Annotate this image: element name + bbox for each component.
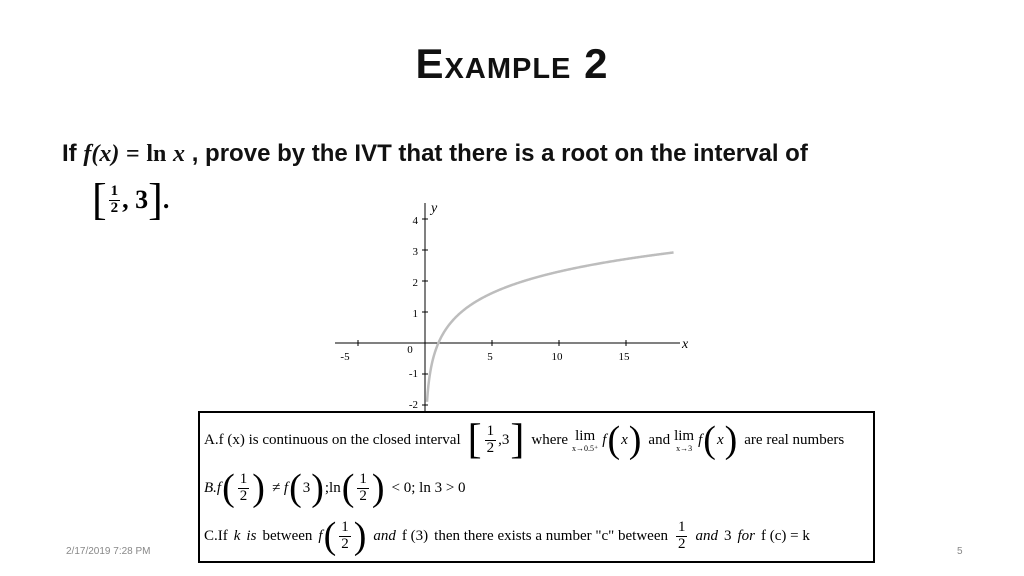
- where-text: where: [531, 431, 569, 448]
- fraction-denominator: 2: [341, 535, 349, 552]
- f-symbol: f: [602, 431, 607, 448]
- k-symbol: k: [233, 527, 241, 544]
- answer-choices-box: [198, 411, 875, 563]
- f-symbol: f: [318, 527, 323, 544]
- right-paren: ): [628, 419, 642, 461]
- period: .: [162, 185, 170, 214]
- interval: [92, 175, 170, 224]
- right-paren: ): [353, 515, 367, 557]
- left-bracket: [: [92, 175, 107, 224]
- ln-graph: [330, 198, 710, 413]
- for-text: for: [737, 527, 755, 544]
- f-of-c-equals-k: f (c) = k: [761, 527, 810, 544]
- x-tick-label: 5: [487, 351, 493, 363]
- y-tick-label: 4: [412, 215, 418, 227]
- choice-a-tail: are real numbers: [744, 431, 845, 448]
- problem-statement: [62, 140, 962, 168]
- choice-a-text: A.f (x) is continuous on the closed interval: [204, 431, 461, 448]
- y-axis-label: y: [431, 201, 438, 216]
- right-bracket: ]: [510, 417, 525, 463]
- function-notation: f(x): [83, 141, 120, 167]
- fraction-denominator: 2: [486, 439, 495, 456]
- fraction: [676, 520, 688, 553]
- lim-text: lim: [674, 427, 695, 444]
- three: 3: [302, 479, 311, 496]
- x-tick-label: 0: [407, 344, 413, 356]
- left-paren: (: [289, 467, 302, 509]
- then-text: then there exists a number "c" between: [434, 527, 668, 544]
- y-tick-label: 1: [412, 308, 418, 320]
- right-paren: ): [252, 467, 265, 509]
- right-paren: ): [724, 419, 738, 461]
- and-text: and: [695, 527, 718, 544]
- page-number: 5: [957, 546, 963, 557]
- x-symbol: x: [621, 431, 628, 448]
- three: 3: [723, 527, 732, 544]
- fraction-denominator: 2: [239, 487, 248, 504]
- fraction-denominator: 2: [359, 487, 367, 504]
- and-text: and: [648, 431, 671, 448]
- fraction: [238, 472, 250, 505]
- choice-c-lead: C.If: [204, 527, 228, 544]
- fraction-numerator: 1: [486, 422, 495, 439]
- answer-choices-content: [200, 413, 873, 561]
- choice-b-lead: B.f: [204, 479, 222, 496]
- y-tick-label: -2: [408, 399, 418, 411]
- fraction-numerator: 1: [110, 182, 119, 199]
- left-paren: (: [703, 419, 716, 461]
- fraction-denominator: 2: [677, 535, 686, 552]
- equals-sign: =: [126, 141, 140, 167]
- footer-date: 2/17/2019 7:28 PM: [66, 546, 151, 557]
- left-bracket: [: [467, 417, 482, 463]
- variable-x: x: [173, 141, 186, 167]
- not-equal-f: ≠ f: [271, 479, 289, 496]
- choice-c: [204, 517, 810, 555]
- left-paren: (: [222, 467, 235, 509]
- y-tick-label: 2: [412, 277, 418, 289]
- fraction: [339, 520, 351, 553]
- x-tick-label: -5: [340, 351, 350, 363]
- ln-curve: [427, 252, 674, 401]
- x-axis-label: x: [682, 337, 689, 352]
- f-symbol: f: [698, 431, 703, 448]
- fraction: [357, 472, 369, 505]
- left-paren: (: [323, 515, 337, 557]
- fraction-denominator: 2: [110, 199, 119, 216]
- right-paren: ): [311, 467, 324, 509]
- fraction-numerator: 1: [239, 470, 248, 487]
- between-text: between: [262, 527, 313, 544]
- problem-rest: , prove by the IVT that there is a root on the interval of: [191, 140, 808, 167]
- f-of-3: f (3): [401, 527, 429, 544]
- fraction-numerator: 1: [359, 470, 367, 487]
- x-tick-label: 15: [618, 351, 630, 363]
- lim-subscript: x→0.5⁺: [572, 443, 599, 453]
- lim-subscript: x→3: [676, 443, 693, 453]
- fraction-numerator: 1: [341, 518, 349, 535]
- y-tick-label: -1: [408, 368, 418, 380]
- is-text: is: [246, 527, 257, 544]
- ln-operator: ln: [146, 141, 167, 167]
- right-paren: ): [371, 467, 385, 509]
- fraction-numerator: 1: [677, 518, 686, 535]
- y-tick-label: 3: [412, 246, 418, 258]
- right-bracket: ]: [148, 175, 163, 224]
- limit-1: [572, 428, 598, 453]
- ln-text: ;ln: [324, 479, 341, 496]
- limit-2: [674, 428, 694, 453]
- fraction: [485, 424, 497, 457]
- lim-text: lim: [575, 427, 596, 444]
- interval-end: ,3: [498, 431, 510, 448]
- and-text: and: [373, 527, 396, 544]
- choice-a: [204, 419, 844, 461]
- interval-end: , 3: [122, 185, 149, 214]
- left-paren: (: [341, 467, 355, 509]
- interval-fraction: [109, 184, 121, 217]
- x-symbol: x: [716, 431, 724, 448]
- slide-title: Example 2: [415, 40, 609, 87]
- problem-intro: If: [62, 140, 77, 167]
- choice-b-tail: < 0; ln 3 > 0: [391, 479, 466, 496]
- choice-b: [204, 469, 466, 507]
- x-tick-label: 10: [551, 351, 563, 363]
- left-paren: (: [607, 419, 621, 461]
